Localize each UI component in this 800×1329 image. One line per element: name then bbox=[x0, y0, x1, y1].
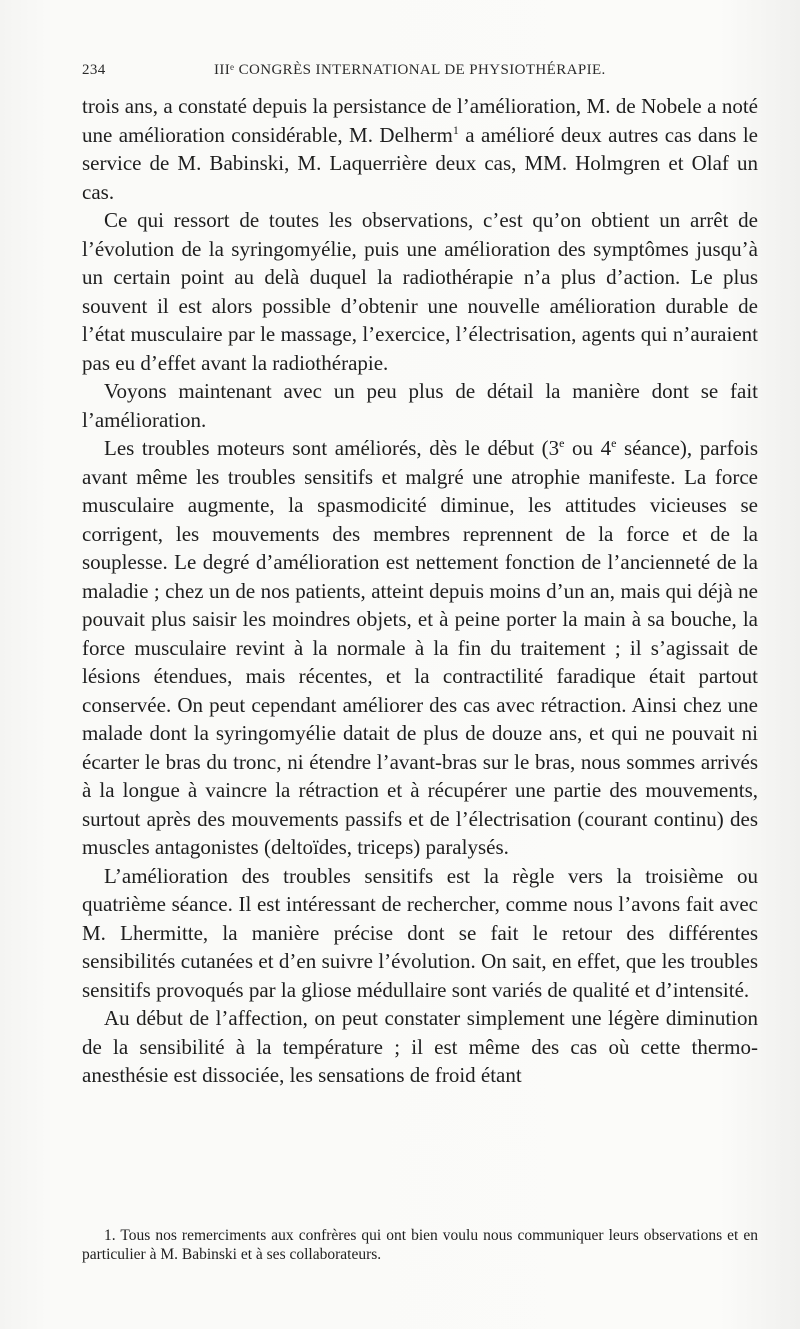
footnote-text: 1. Tous nos remerciments aux confrères qui ont bien voulu nous communiquer leurs observations et en particulier à M. Babinski et à ses collaborateurs. bbox=[82, 1227, 758, 1263]
footnote bbox=[82, 1226, 758, 1264]
paragraph: trois ans, a constaté depuis la persistance de l’amélioration, M. de Nobele a noté une amélioration considérable, M. Delherm$^1$ a amélioré deux autres cas dans le service de M. Babinski, M. Laquerrière deux cas, MM. Holmgren et Olaf un cas. bbox=[82, 94, 758, 204]
footnote-ref[interactable]: 1 bbox=[452, 122, 459, 137]
paragraph: L’amélioration des troubles sensitifs est la règle vers la troisième ou quatrième séance. Il est intéressant de rechercher, comme nous l’avons fait avec M. Lhermitte, la manière précise dont se fait le retour des différentes sensibilités cutanées et d’en suivre l’évolution. On sait, en effet, que les troubles sensitifs provoqués par la gliose médullaire sont variés de qualité et d’intensité. bbox=[82, 863, 758, 1002]
paragraph: Voyons maintenant avec un peu plus de détail la manière dont se fait l’amélioration. bbox=[82, 379, 758, 432]
body-text bbox=[82, 92, 758, 1090]
paragraph: Ce qui ressort de toutes les observations, c’est qu’on obtient un arrêt de l’évolution de la syringomyélie, puis une amélioration des symptômes jusqu’à un certain point au delà duquel la radiothérapie n’a plus d’action. Le plus souvent il est alors possible d’obtenir une nouvelle amélioration durable de l’état musculaire par le massage, l’exercice, l’électrisation, agents qui n’auraient pas eu d’effet avant la radiothérapie. bbox=[82, 208, 758, 375]
page-number: 234 bbox=[82, 62, 106, 78]
running-title: IIIᵉ CONGRÈS INTERNATIONAL DE PHYSIOTHÉRAPIE. bbox=[214, 62, 606, 78]
paragraph: Les troubles moteurs sont améliorés, dès le début (3e ou 4e séance), parfois avant même les troubles sensitifs et malgré une atrophie manifeste. La force musculaire augmente, la spasmodicité diminue, les attitudes vicieuses se corrigent, les mouvements des membres reprennent de la force et de la souplesse. Le degré d’amélioration est nettement fonction de l’ancienneté de la maladie ; chez un de nos patients, atteint depuis moins d’un an, mais qui déjà ne pouvait plus saisir les moindres objets, et à peine porter la main à sa bouche, la force musculaire revint à la normale à la fin du traitement ; il s’agissait de lésions étendues, mais récentes, et la contractilité faradique était partout conservée. On peut cependant améliorer des cas avec rétraction. Ainsi chez une malade dont la syringomyélie datait de plus de douze ans, et qui ne pouvait ni écarter le bras du tronc, ni étendre l’avant-bras sur le bras, nous sommes arrivés à la longue à vaincre la rétraction et à récupérer une partie des mouvements, surtout après des mouvements passifs et de l’électrisation (courant continu) des muscles antagonistes (deltoïdes, triceps) paralysés. bbox=[82, 436, 759, 859]
paragraph: Au début de l’affection, on peut constater simplement une légère diminution de la sensibilité à la température ; il est même des cas où cette thermo-anesthésie est dissociée, les sensations de froid étant bbox=[82, 1006, 758, 1087]
